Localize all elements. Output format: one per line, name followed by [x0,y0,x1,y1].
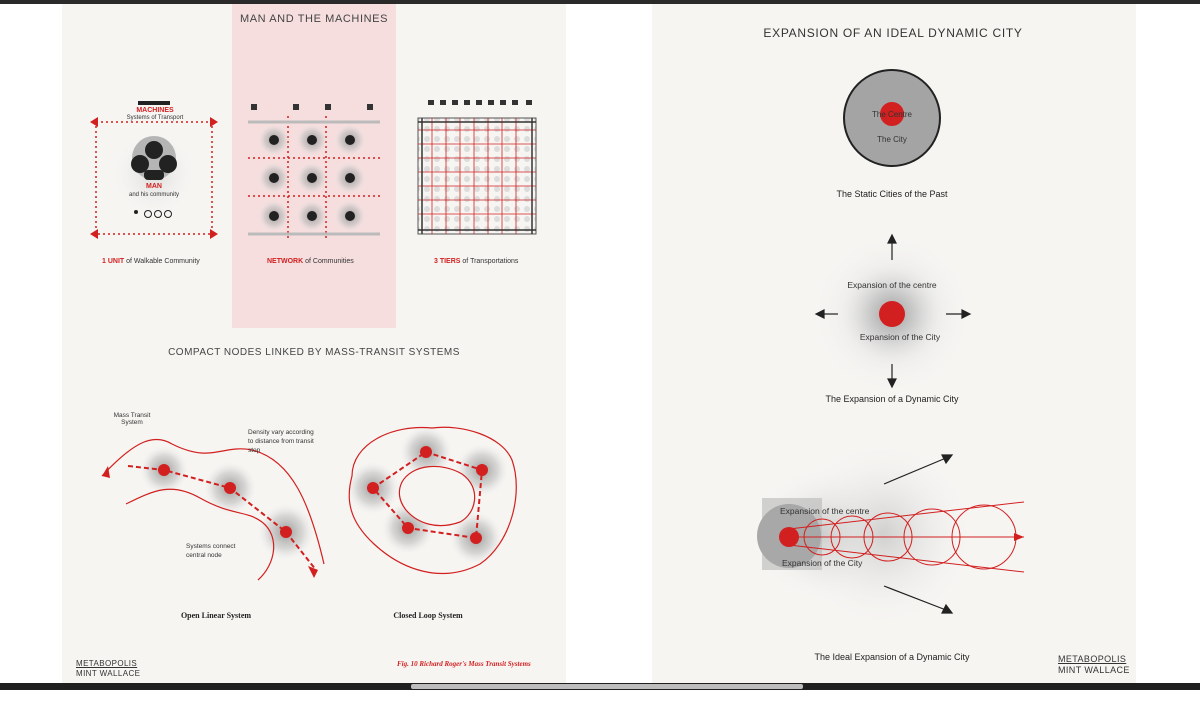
ideal-expansion-diagram [756,444,1024,624]
brand-right: METABOPOLIS MINT WALLACE [1058,654,1130,675]
right-page-graphics [652,4,1136,683]
title-compact-nodes: COMPACT NODES LINKED BY MASS-TRANSIT SYSTEMS [168,347,460,358]
caption-open-linear: Open Linear System [180,611,252,620]
machines-sub: Systems of Transport [126,115,184,121]
expansion-city-label: Expansion of the City [859,332,941,342]
man-label: MAN [146,183,162,190]
closed-loop-system-diagram [347,426,516,573]
label-mass-transit: Mass Transit System [113,412,151,426]
label-density: Density vary according to distance from transit stop [248,429,314,454]
caption-ideal-expansion: The Ideal Expansion of a Dynamic City [814,652,970,662]
dynamic-city-expansion-diagram [814,235,970,392]
expansion-centre-label: Expansion of the centre [847,280,937,290]
brand-left: METABOPOLIS MINT WALLACE [76,659,141,678]
walkable-unit-diagram [90,101,218,239]
man-sub: and his community [128,192,180,198]
caption-walkable-unit: 1 UNIT of Walkable Community [102,258,200,265]
figure-caption: Fig. 10 Richard Roger's Mass Transit Systems [397,660,531,668]
machines-label: MACHINES [136,107,174,114]
tiers-grid-diagram [418,100,536,234]
static-centre-label: The Centre [871,110,913,119]
ideal-centre-label: Expansion of the centre [780,506,870,516]
title-man-and-machines: MAN AND THE MACHINES [239,13,389,25]
caption-tiers: 3 TIERS of Transportations [434,258,519,265]
caption-network: NETWORK of Communities [267,258,354,265]
title-ideal-dynamic-city: EXPANSION OF AN IDEAL DYNAMIC CITY [763,26,1023,40]
caption-expansion: The Expansion of a Dynamic City [825,394,959,404]
right-page [652,4,1136,683]
caption-static-cities: The Static Cities of the Past [836,189,948,199]
ideal-city-label: Expansion of the City [782,558,863,568]
horizontal-scrollbar-thumb[interactable] [411,684,803,689]
left-page-graphics [62,4,566,683]
label-systems-connect: Systems connect central node [186,543,236,559]
page-gutter [566,4,652,683]
static-city-label: The City [877,135,907,144]
caption-closed-loop: Closed Loop System [393,611,463,620]
left-page [62,4,566,683]
